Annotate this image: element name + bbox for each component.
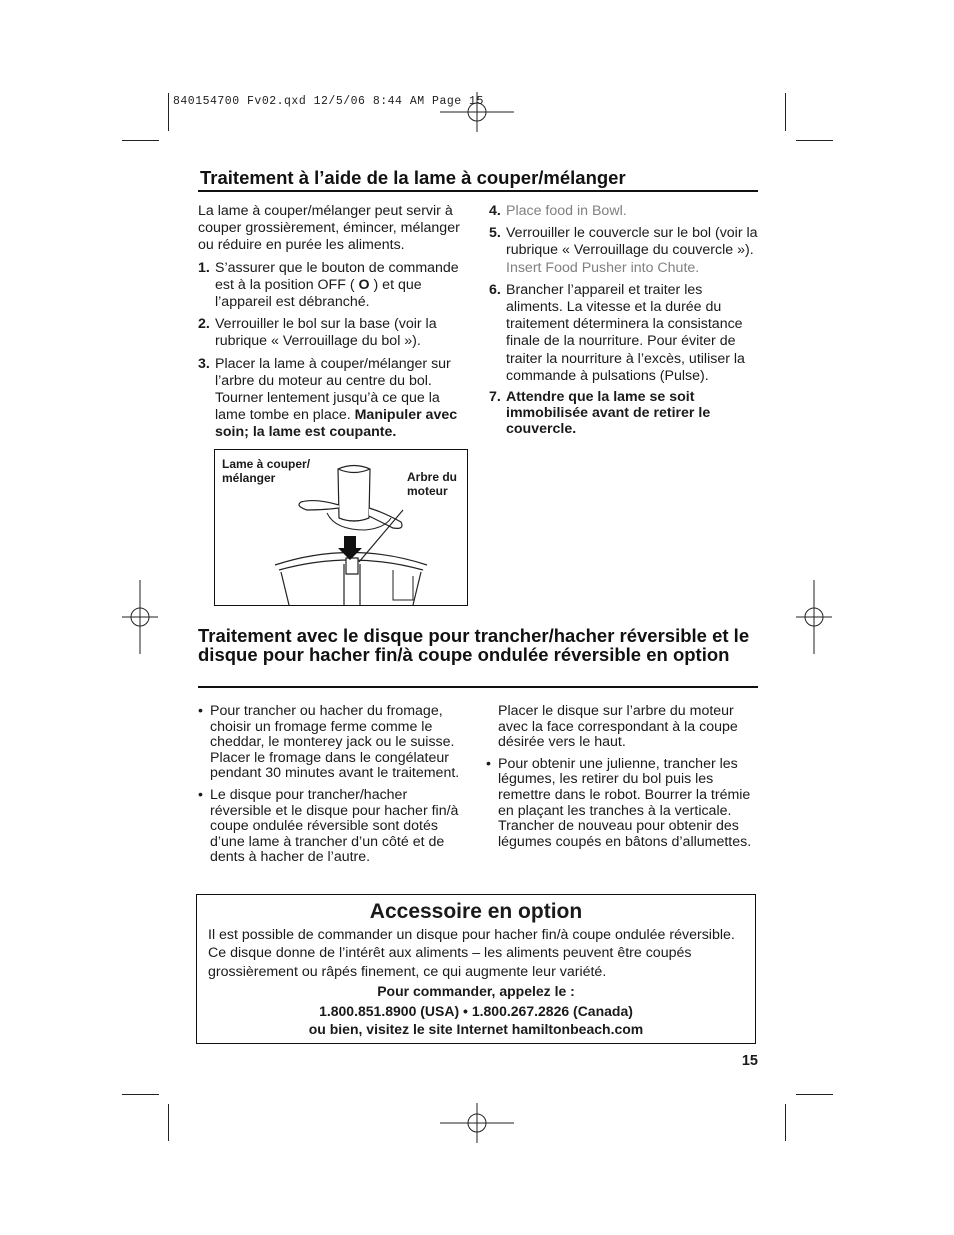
step-6	[489, 282, 761, 385]
bullet-discs: • Le disque pour trancher/hacher réversible et le disque pour hacher fin/à coupe ondulée réversible sont dotés d’une lame à trancher d’un côté et de dents à hacher de l’autre.	[198, 786, 459, 866]
section-title-blade: Traitement à l’aide de la lame à couper/mélanger	[200, 167, 626, 188]
disc-continued-text: Placer le disque sur l’arbre du moteur avec la face correspondant à la coupe désirée vers le haut.	[498, 703, 738, 751]
label-blade: Lame à couper/ mélanger	[222, 457, 311, 485]
step-text: Brancher l’appareil et traiter les aliments. La vitesse et la durée du traitement déterminera la consistance finale de la nourriture. Pour éviter de traiter la nourriture à l’excès, utiliser la commande à pulsations (Pulse).	[506, 281, 745, 384]
bullet-julienne: • Pour obtenir une julienne, trancher les légumes, les retirer du bol puis les remettre dans le robot. Bourrer la trémie en plaçant les tranches à la verticale. Trancher de nouveau pour obtenir des légumes coupés en bâtons d’allumettes.	[486, 755, 752, 850]
label-shaft: Arbre du moteur	[407, 470, 458, 498]
right-column	[489, 203, 761, 437]
phone-numbers: 1.800.851.8900 (USA) • 1.800.267.2826 (Canada)	[319, 1003, 633, 1019]
section-rule	[198, 686, 758, 688]
step-number: 3.	[198, 355, 210, 372]
blade-figure	[214, 449, 468, 606]
page-number: 15	[741, 1053, 758, 1069]
website-line: ou bien, visitez le site Internet hamiltonbeach.com	[308, 1021, 644, 1037]
disc-right-column	[486, 704, 760, 850]
bullet-cheese: • Pour trancher ou hacher du fromage, choisir un fromage ferme comme le cheddar, le monterey jack ou le suisse. Placer le fromage dans le congélateur pendant 30 minutes avant le traitement.	[198, 703, 460, 782]
disc-left-column	[198, 704, 466, 866]
off-symbol: O	[358, 276, 370, 293]
step-number: 7.	[489, 389, 501, 406]
step-4	[489, 203, 761, 220]
step-text: Verrouiller le bol sur la base (voir la rubrique « Verrouillage du bol »).	[215, 316, 437, 350]
step-warning: Manipuler avec soin; la lame est coupante.	[215, 407, 458, 441]
print-slug: 840154700 Fv02.qxd 12/5/06 8:44 AM Page 15	[173, 95, 484, 108]
intro-text: La lame à couper/mélanger peut servir à couper grossièrement, émincer, mélanger ou réduire en purée les aliments.	[198, 203, 460, 254]
step-number: 1.	[198, 259, 210, 276]
step-3	[198, 356, 470, 442]
step-number: 2.	[198, 316, 210, 333]
order-label: Pour commander, appelez le :	[377, 983, 575, 999]
step-text: Verrouiller le couvercle sur le bol (voir la rubrique « Verrouillage du couvercle »).	[506, 225, 758, 259]
accessory-body: Il est possible de commander un disque pour hacher fin/à coupe ondulée réversible. Ce disque donne de l’intérêt aux aliments – les aliments peuvent être coupés grossièrement ou râpés finement, ce qui augmente leur variété.	[208, 927, 735, 980]
step-2	[198, 316, 470, 350]
step-number: 6.	[489, 281, 501, 298]
section-title-discs: Traitement avec le disque pour trancher/hacher réversible et le disque pour hacher fin/à coupe ondulée réversible en option	[198, 625, 750, 665]
step-text: Place food in Bowl.	[506, 203, 627, 219]
accessory-box	[196, 894, 756, 1044]
step-number: 4.	[489, 203, 501, 219]
step-number: 5.	[489, 225, 501, 242]
step-text: ) et que l’appareil est débranché.	[215, 276, 422, 311]
step-text: Placer la lame à couper/mélanger sur l’arbre du moteur au centre du bol. Tourner lentement jusqu’à ce que la lame tombe en place.	[215, 355, 451, 424]
step-warning: Attendre que la lame se soit immobilisée avant de retirer le couvercle.	[506, 389, 711, 437]
step-text-english: Insert Food Pusher into Chute.	[506, 259, 700, 276]
step-5	[489, 225, 761, 277]
section-rule	[198, 190, 758, 192]
step-7	[489, 390, 761, 437]
step-1	[198, 260, 470, 312]
accessory-title: Accessoire en option	[369, 900, 583, 923]
left-column	[198, 203, 470, 442]
step-text: S’assurer que le bouton de commande est à la position OFF (	[215, 259, 459, 293]
